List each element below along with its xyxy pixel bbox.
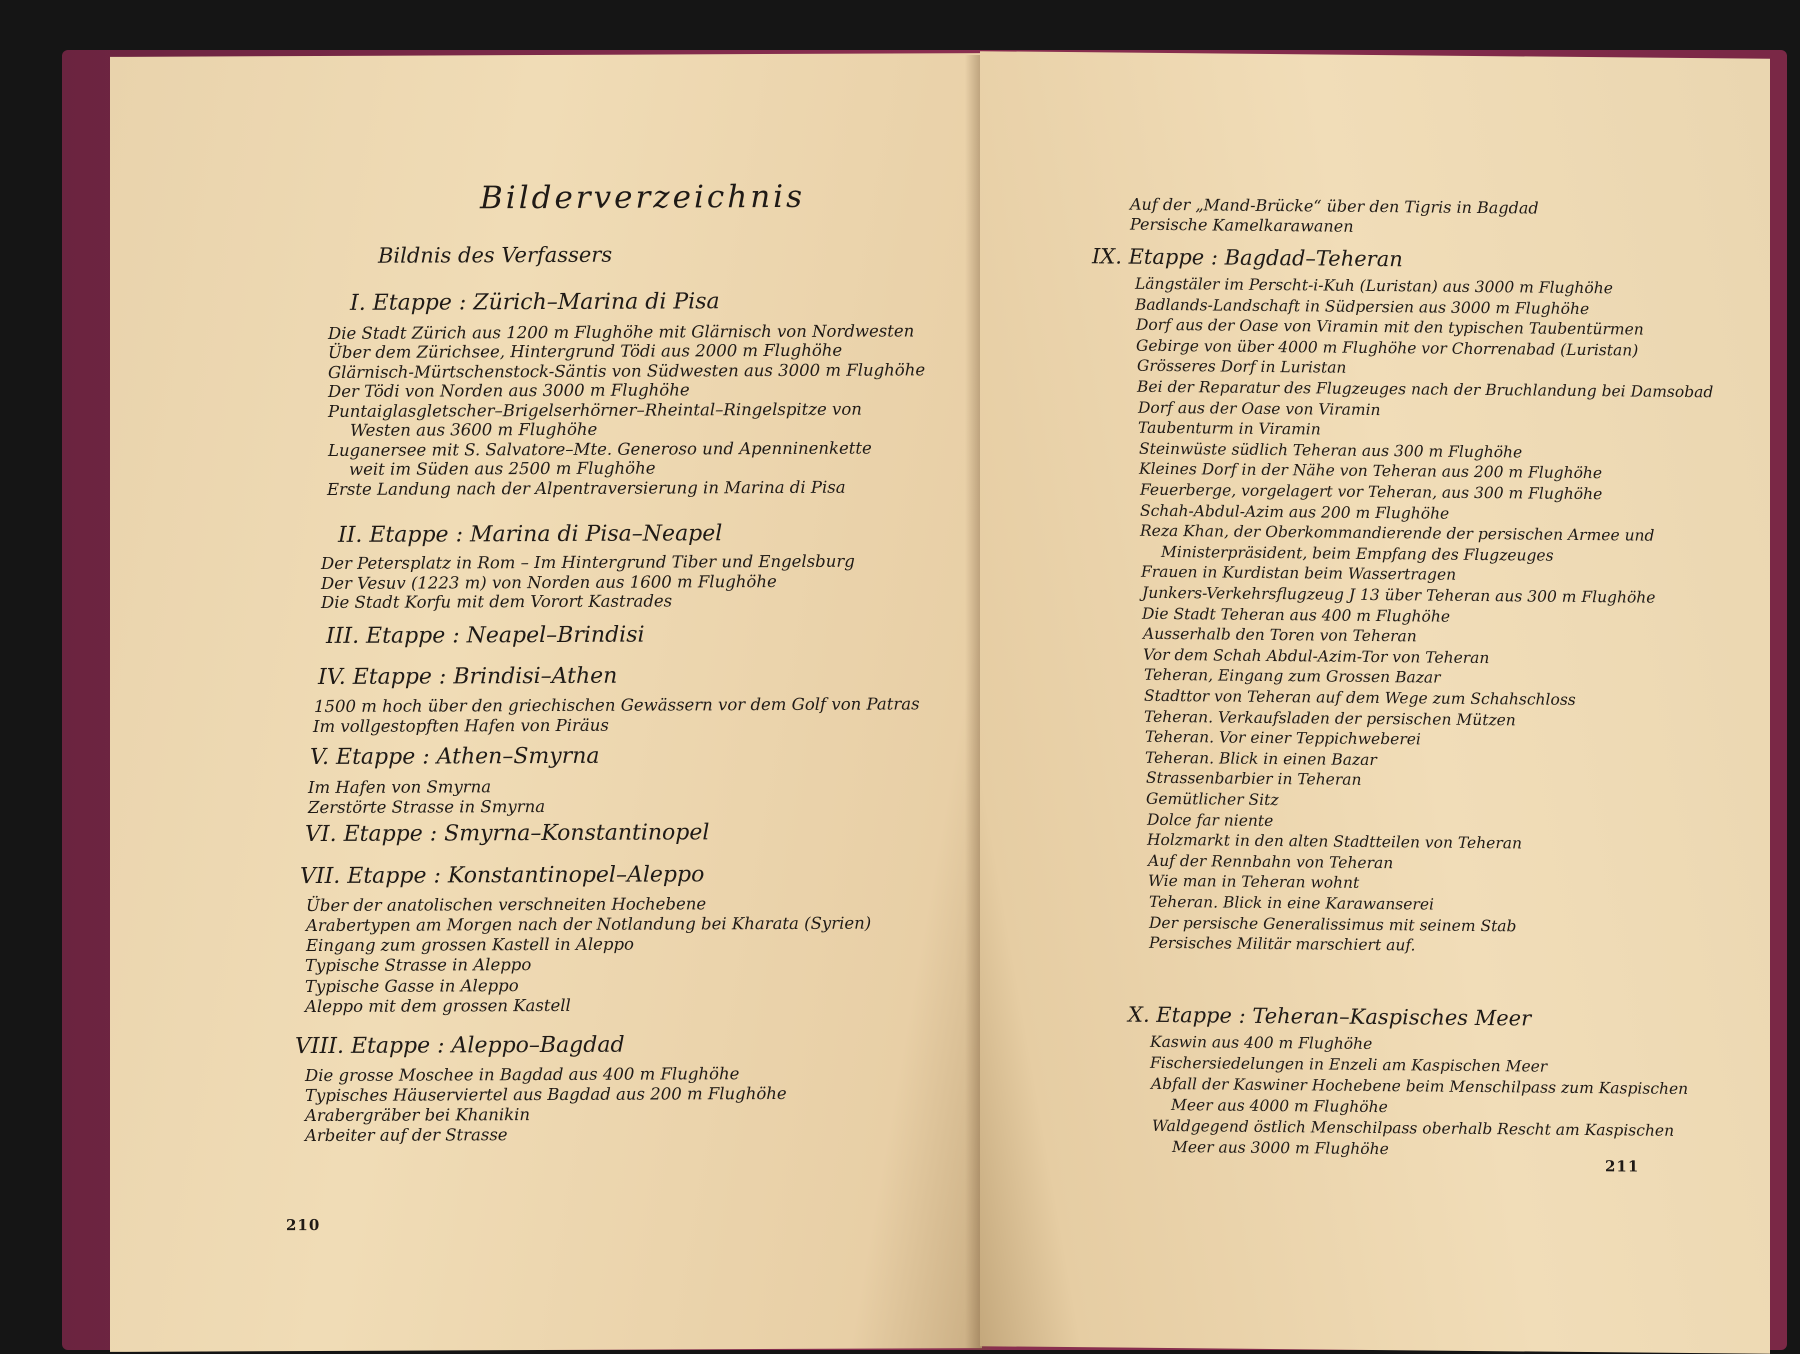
list-item: Längstäler im Perscht-i-Kuh (Luristan) aus 3000 m Flughöhe <box>1135 274 1613 298</box>
list-item: Teheran. Blick in einen Bazar <box>1145 748 1377 770</box>
list-item: Kaswin aus 400 m Flughöhe <box>1150 1032 1373 1053</box>
list-item: Auf der Rennbahn von Teheran <box>1148 851 1394 873</box>
list-item: Persische Kamelkarawanen <box>1130 214 1354 236</box>
list-item: Eingang zum grossen Kastell in Aleppo <box>306 934 634 956</box>
list-item: Der Vesuv (1223 m) von Norden aus 1600 m Flughöhe <box>321 571 777 593</box>
list-item: Taubenturm in Viramin <box>1138 418 1321 439</box>
list-item: Grösseres Dorf in Luristan <box>1137 356 1347 377</box>
list-item: Arabertypen am Morgen nach der Notlandung bei Kharata (Syrien) <box>306 913 872 936</box>
list-item: Gemütlicher Sitz <box>1146 789 1279 810</box>
page-number: 210 <box>286 1215 321 1235</box>
list-item: Im Hafen von Smyrna <box>308 777 492 798</box>
list-item: Feuerberge, vorgelagert vor Teheran, aus 300 m Flughöhe <box>1140 480 1603 504</box>
list-item: Dorf aus der Oase von Viramin mit den typischen Taubentürmen <box>1136 315 1644 339</box>
list-item: Dorf aus der Oase von Viramin <box>1138 398 1381 420</box>
list-item: Meer aus 3000 m Flughöhe <box>1172 1138 1389 1159</box>
list-item: Typische Gasse in Aleppo <box>305 976 519 997</box>
list-item: Meer aus 4000 m Flughöhe <box>1171 1096 1388 1117</box>
list-item: Bei der Reparatur des Flugzeuges nach der Bruchlandung bei Damsobad <box>1137 377 1714 402</box>
section-title: V. Etappe : Athen–Smyrna <box>310 743 600 771</box>
section-title: VII. Etappe : Konstantinopel–Aleppo <box>300 862 705 890</box>
list-item: Erste Landung nach der Alpentraversierung in Marina di Pisa <box>327 477 846 499</box>
list-item: Arabergräber bei Khanikin <box>305 1105 531 1126</box>
section-title: VI. Etappe : Smyrna–Konstantinopel <box>305 820 710 848</box>
section-title: X. Etappe : Teheran–Kaspisches Meer <box>1128 1002 1532 1031</box>
section-title: VIII. Etappe : Aleppo–Bagdad <box>295 1032 625 1060</box>
list-item: Reza Khan, der Oberkommandierende der persischen Armee und <box>1140 521 1655 545</box>
list-item: Fischersiedelungen in Enzeli am Kaspischen Meer <box>1150 1053 1548 1076</box>
list-item: Der Petersplatz in Rom – Im Hintergrund Tiber und Engelsburg <box>321 551 855 573</box>
section-title: III. Etappe : Neapel–Brindisi <box>326 622 645 649</box>
list-item: Junkers-Verkehrsflugzeug J 13 über Teheran aus 300 m Flughöhe <box>1142 583 1656 607</box>
list-item: Ausserhalb den Toren von Teheran <box>1143 624 1417 646</box>
list-item: Die Stadt Korfu mit dem Vorort Kastrades <box>321 591 673 612</box>
section-title: II. Etappe : Marina di Pisa–Neapel <box>338 521 723 548</box>
section-title: IV. Etappe : Brindisi–Athen <box>318 663 618 690</box>
list-item: Typisches Häuserviertel aus Bagdad aus 200 m Flughöhe <box>305 1083 787 1106</box>
section-title: IX. Etappe : Bagdad–Teheran <box>1092 244 1403 272</box>
list-item: Badlands-Landschaft in Südpersien aus 3000 m Flughöhe <box>1135 295 1590 319</box>
list-item: Die grosse Moschee in Bagdad aus 400 m Flughöhe <box>305 1064 740 1086</box>
list-item: Schah-Abdul-Azim aus 200 m Flughöhe <box>1140 501 1450 523</box>
list-item: Westen aus 3600 m Flughöhe <box>350 419 598 440</box>
list-item: Strassenbarbier in Teheran <box>1146 768 1362 789</box>
list-item: Abfall der Kaswiner Hochebene beim Menschilpass zum Kaspischen <box>1151 1074 1689 1099</box>
list-item: Der Tödi von Norden aus 3000 m Flughöhe <box>328 380 690 401</box>
list-item: Stadttor von Teheran auf dem Wege zum Schahschloss <box>1144 686 1576 709</box>
list-item: Zerstörte Strasse in Smyrna <box>308 797 546 818</box>
list-item: Dolce far niente <box>1147 810 1274 831</box>
list-item: Die Stadt Zürich aus 1200 m Flughöhe mit Glärnisch von Nordwesten <box>328 321 915 343</box>
section-title: I. Etappe : Zürich–Marina di Pisa <box>350 289 720 316</box>
list-item: 1500 m hoch über den griechischen Gewässern vor dem Golf von Patras <box>314 694 920 717</box>
list-item: Frauen in Kurdistan beim Wassertragen <box>1141 562 1457 584</box>
list-item: Luganersee mit S. Salvatore–Mte. Generoso und Apenninenkette <box>328 438 872 460</box>
list-item: Über der anatolischen verschneiten Hochebene <box>306 894 707 916</box>
list-item: Die Stadt Teheran aus 400 m Flughöhe <box>1142 604 1451 626</box>
list-item: Persisches Militär marschiert auf. <box>1149 933 1416 955</box>
list-item: Teheran. Blick in eine Karawanserei <box>1149 892 1434 914</box>
list-item: Über dem Zürichsee, Hintergrund Tödi aus 2000 m Flughöhe <box>328 340 843 362</box>
page-number: 211 <box>1605 1157 1640 1176</box>
list-item: Wie man in Teheran wohnt <box>1148 871 1360 892</box>
left-page <box>110 53 982 1352</box>
list-item: Glärnisch-Mürtschenstock-Säntis von Südwesten aus 3000 m Flughöhe <box>328 360 926 382</box>
list-item: Teheran. Verkaufsladen der persischen Mützen <box>1144 707 1516 730</box>
list-item: Holzmarkt in den alten Stadtteilen von Teheran <box>1147 830 1522 853</box>
list-item: Arbeiter auf der Strasse <box>305 1125 508 1146</box>
list-item: Teheran. Vor einer Teppichweberei <box>1145 727 1421 749</box>
list-item: Im vollgestopften Hafen von Piräus <box>313 715 609 737</box>
list-item: Aleppo mit dem grossen Kastell <box>305 995 571 1017</box>
list-item: Auf der „Mand-Brücke“ über den Tigris in Bagdad <box>1130 194 1539 218</box>
list-item: Waldgegend östlich Menschilpass oberhalb Rescht am Kaspischen <box>1152 1116 1675 1140</box>
list-item: Gebirge von über 4000 m Flughöhe vor Chorrenabad (Luristan) <box>1136 336 1639 360</box>
list-item: Ministerpräsident, beim Empfang des Flugzeuges <box>1161 542 1554 565</box>
list-item: weit im Süden aus 2500 m Flughöhe <box>349 458 656 479</box>
list-item: Puntaiglasgletscher–Brigelserhörner–Rheintal–Ringelspitze von <box>328 399 862 421</box>
list-item: Vor dem Schah Abdul-Azim-Tor von Teheran <box>1143 645 1490 668</box>
list-item: Teheran, Eingang zum Grossen Bazar <box>1144 665 1441 687</box>
list-item: Kleines Dorf in der Nähe von Teheran aus 200 m Flughöhe <box>1139 459 1603 483</box>
portrait-entry: Bildnis des Verfassers <box>378 242 613 268</box>
page-heading: Bilderverzeichnis <box>480 178 806 217</box>
list-item: Der persische Generalissimus mit seinem Stab <box>1149 913 1517 936</box>
list-item: Steinwüste südlich Teheran aus 300 m Flughöhe <box>1139 439 1523 462</box>
list-item: Typische Strasse in Aleppo <box>305 955 532 976</box>
right-page <box>980 51 1770 1354</box>
